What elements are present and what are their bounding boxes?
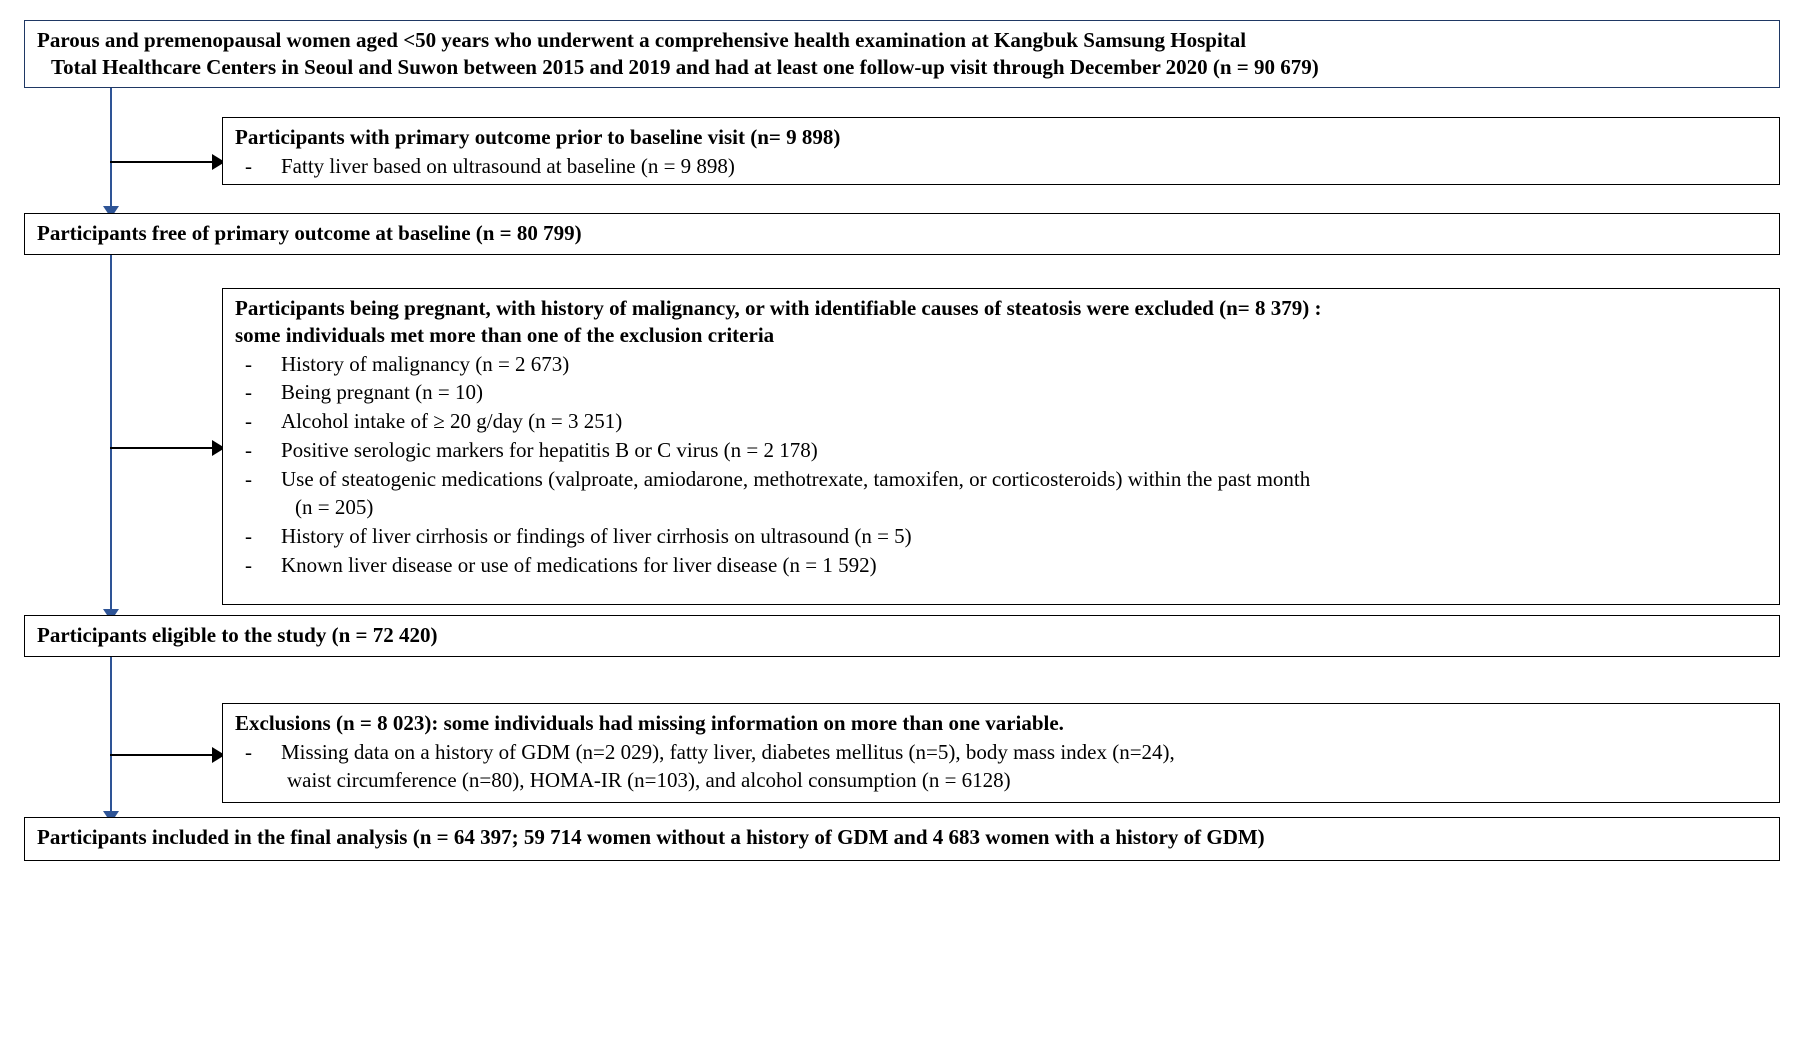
final-analysis-title: Participants included in the final analysis (n = 64 397; 59 714 women without a history of GDM and 4 683 women with a history of GDM) [37,825,1265,849]
connector-vertical-2 [110,255,112,615]
list-item-text: Use of steatogenic medications (valproate, amiodarone, methotrexate, tamoxifen, or corticosteroids) within the past month [281,466,1311,491]
exclusion-2-title-line-2: some individuals met more than one of the exclusion criteria [235,322,775,347]
exclusion-3-title: Exclusions (n = 8 023): some individuals had missing information on more than one variable. [235,711,1064,735]
list-item-continuation [235,494,1769,522]
connector-vertical-1 [110,88,112,213]
list-item [235,466,1769,494]
exclusion-1-title: Participants with primary outcome prior to baseline visit (n= 9 898) [235,125,841,149]
dash-marker: - [245,552,252,577]
free-outcome-title: Participants free of primary outcome at baseline (n = 80 799) [37,221,582,245]
list-item [235,437,1769,465]
exclusion-3-item-line-1 [235,739,1769,767]
enrollment-line-2: Total Healthcare Centers in Seoul and Suwon between 2015 and 2019 and had at least one follow-up visit through December 2020 (n = 90 679) [51,54,1319,79]
list-item-text: Known liver disease or use of medications for liver disease (n = 1 592) [281,552,877,577]
exclusion-3-item-line-2 [235,767,1769,794]
flow-box-free-outcome [24,213,1780,255]
list-item-text: Alcohol intake of ≥ 20 g/day (n = 3 251) [281,409,623,434]
list-item-text: Missing data on a history of GDM (n=2 029), fatty liver, diabetes mellitus (n=5), body mass index (n=24), [281,739,1175,764]
list-item [235,379,1769,407]
list-item-text: (n = 205) [295,495,374,520]
enrollment-line-1: Parous and premenopausal women aged <50 years who underwent a comprehensive health examination at Kangbuk Samsung Hospital [37,28,1247,52]
flow-box-exclusion-2 [222,288,1780,605]
list-item-text: waist circumference (n=80), HOMA-IR (n=103), and alcohol consumption (n = 6128) [287,767,1011,792]
list-item [235,552,1769,580]
connector-horizontal-3 [110,754,222,756]
dash-marker: - [245,739,252,764]
connector-horizontal-1 [110,161,222,163]
dash-marker: - [245,153,252,178]
flow-box-final-analysis [24,817,1780,861]
list-item-text: History of liver cirrhosis or findings of liver cirrhosis on ultrasound (n = 5) [281,524,912,549]
exclusion-2-title-line-1: Participants being pregnant, with history of malignancy, or with identifiable causes of steatosis were excluded (n= 8 379) : [235,296,1322,320]
dash-marker: - [245,409,252,434]
dash-marker: - [245,437,252,462]
connector-vertical-3 [110,657,112,817]
flow-box-enrollment [24,20,1780,88]
list-item [235,153,1769,181]
dash-marker: - [245,380,252,405]
exclusion-1-list [235,153,1769,181]
list-item [235,408,1769,436]
list-item-text: Fatty liver based on ultrasound at baseline (n = 9 898) [281,153,735,178]
list-item-text: History of malignancy (n = 2 673) [281,351,570,376]
flow-box-eligible [24,615,1780,657]
dash-marker: - [245,466,252,491]
list-item-text: Being pregnant (n = 10) [281,380,483,405]
list-item-text: Positive serologic markers for hepatitis B or C virus (n = 2 178) [281,437,818,462]
flow-box-exclusion-3 [222,703,1780,803]
connector-horizontal-2 [110,447,222,449]
dash-marker: - [245,524,252,549]
list-item [235,351,1769,379]
eligible-title: Participants eligible to the study (n = 72 420) [37,623,438,647]
exclusion-2-list [235,351,1769,580]
list-item [235,523,1769,551]
dash-marker: - [245,351,252,376]
flow-box-exclusion-1 [222,117,1780,185]
